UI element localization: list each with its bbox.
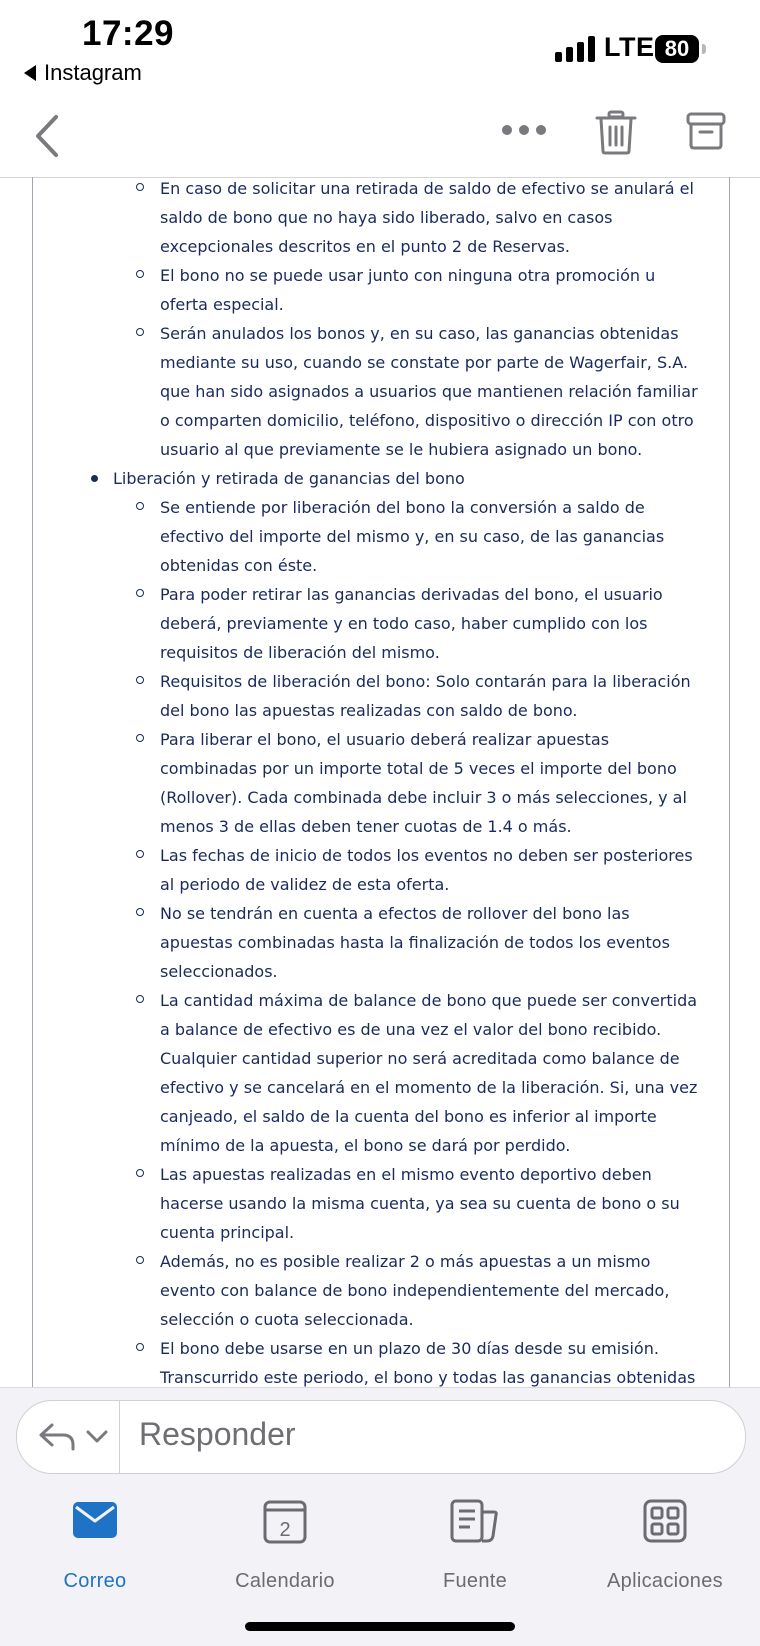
email-toolbar: [0, 95, 760, 178]
back-to-app-link[interactable]: [24, 60, 142, 86]
list-item: Además, no es posible realizar 2 o más apuestas a un mismo evento con balance de bono independientemente del mercado, selección o cuota seleccionada.: [0, 1247, 700, 1334]
list-item: Requisitos de liberación del bono: Solo contarán para la liberación del bono las apuestas realizadas con saldo de bono.: [0, 667, 700, 725]
list-item: El bono no se puede usar junto con ninguna otra promoción u oferta especial.: [0, 261, 700, 319]
reply-input[interactable]: Responder: [139, 1416, 296, 1452]
email-body[interactable]: [0, 177, 760, 1387]
reply-bar[interactable]: [16, 1400, 746, 1474]
reply-divider: [119, 1401, 120, 1473]
more-icon[interactable]: [500, 123, 548, 137]
status-bar: [0, 0, 760, 95]
chevron-down-icon[interactable]: [85, 1429, 109, 1445]
back-app-label: Instagram: [44, 60, 142, 85]
list-item: La cantidad máxima de balance de bono que puede ser convertida a balance de efectivo es de una vez el valor del bono recibido. Cualquier cantidad superior no será acreditada como balance de efectivo y se cancelará en el momento de la liberación. Si, una vez canjeado, el saldo de la cuenta del bono es inferior al importe mínimo de la apuesta, el bono se dará por perdido.: [0, 986, 700, 1160]
network-label: LTE: [604, 32, 655, 62]
reply-icon[interactable]: [37, 1421, 77, 1453]
list-item: Serán anulados los bonos y, en su caso, las ganancias obtenidas mediante su uso, cuando se constate por parte de Wagerfair, S.A. que han sido asignados a usuarios que mantienen relación familiar o comparten domicilio, teléfono, dispositivo o dirección IP con otro usuario al que previamente se le hubiera asignado un bono.: [0, 319, 700, 464]
list-item: El bono debe usarse en un plazo de 30 días desde su emisión. Transcurrido este periodo, el bono y todas las ganancias obtenidas: [0, 1334, 700, 1421]
list-item: Para poder retirar las ganancias derivadas del bono, el usuario deberá, previamente y en todo caso, haber cumplido con los requisitos de liberación del mismo.: [0, 580, 700, 667]
clock: 17:29: [82, 14, 175, 53]
battery-level: 80: [655, 35, 699, 63]
archive-icon[interactable]: [686, 111, 726, 151]
tab-bar: [0, 1498, 760, 1598]
mail-icon: [73, 1502, 117, 1538]
list-item: No se tendrán en cuenta a efectos de rollover del bono las apuestas combinadas hasta la finalización de todos los eventos seleccionados.: [0, 899, 700, 986]
tab-label: Aplicaciones: [607, 1570, 723, 1592]
battery-icon: [655, 35, 707, 63]
list-item: Las apuestas realizadas en el mismo evento deportivo deben hacerse usando la misma cuenta, ya sea su cuenta de bono o su cuenta principal.: [0, 1160, 700, 1247]
home-indicator: [245, 1622, 515, 1631]
back-triangle-icon: [24, 65, 36, 81]
tab-label: Calendario: [235, 1570, 335, 1592]
list-item: Las fechas de inicio de todos los eventos no deben ser posteriores al periodo de validez de esta oferta.: [0, 841, 700, 899]
section-heading-item: Liberación y retirada de ganancias del bono: [0, 464, 760, 493]
chevron-left-icon[interactable]: [30, 113, 64, 159]
tab-label: Correo: [63, 1570, 127, 1592]
tab-label: Fuente: [442, 1570, 508, 1592]
calendar-icon: [263, 1498, 307, 1544]
svg-text:2: 2: [279, 1519, 291, 1541]
bottom-panel: [0, 1387, 760, 1646]
feed-icon: [450, 1498, 500, 1544]
email-text: [0, 174, 760, 1421]
list-item: En caso de solicitar una retirada de saldo de efectivo se anulará el saldo de bono que no haya sido liberado, salvo en casos excepcionales descritos en el punto 2 de Reservas.: [0, 174, 700, 261]
list-item: Se entiende por liberación del bono la conversión a saldo de efectivo del importe del mismo y, en su caso, de las ganancias obtenidas con éste.: [0, 493, 700, 580]
apps-icon: [643, 1498, 687, 1544]
list-item: Para liberar el bono, el usuario deberá realizar apuestas combinadas por un importe total de 5 veces el importe del bono (Rollover). Cada combinada debe incluir 3 o más selecciones, y al menos 3 de ellas deben tener cuotas de 1.4 o más.: [0, 725, 700, 841]
trash-icon[interactable]: [594, 109, 638, 155]
signal-icon: [555, 34, 595, 62]
